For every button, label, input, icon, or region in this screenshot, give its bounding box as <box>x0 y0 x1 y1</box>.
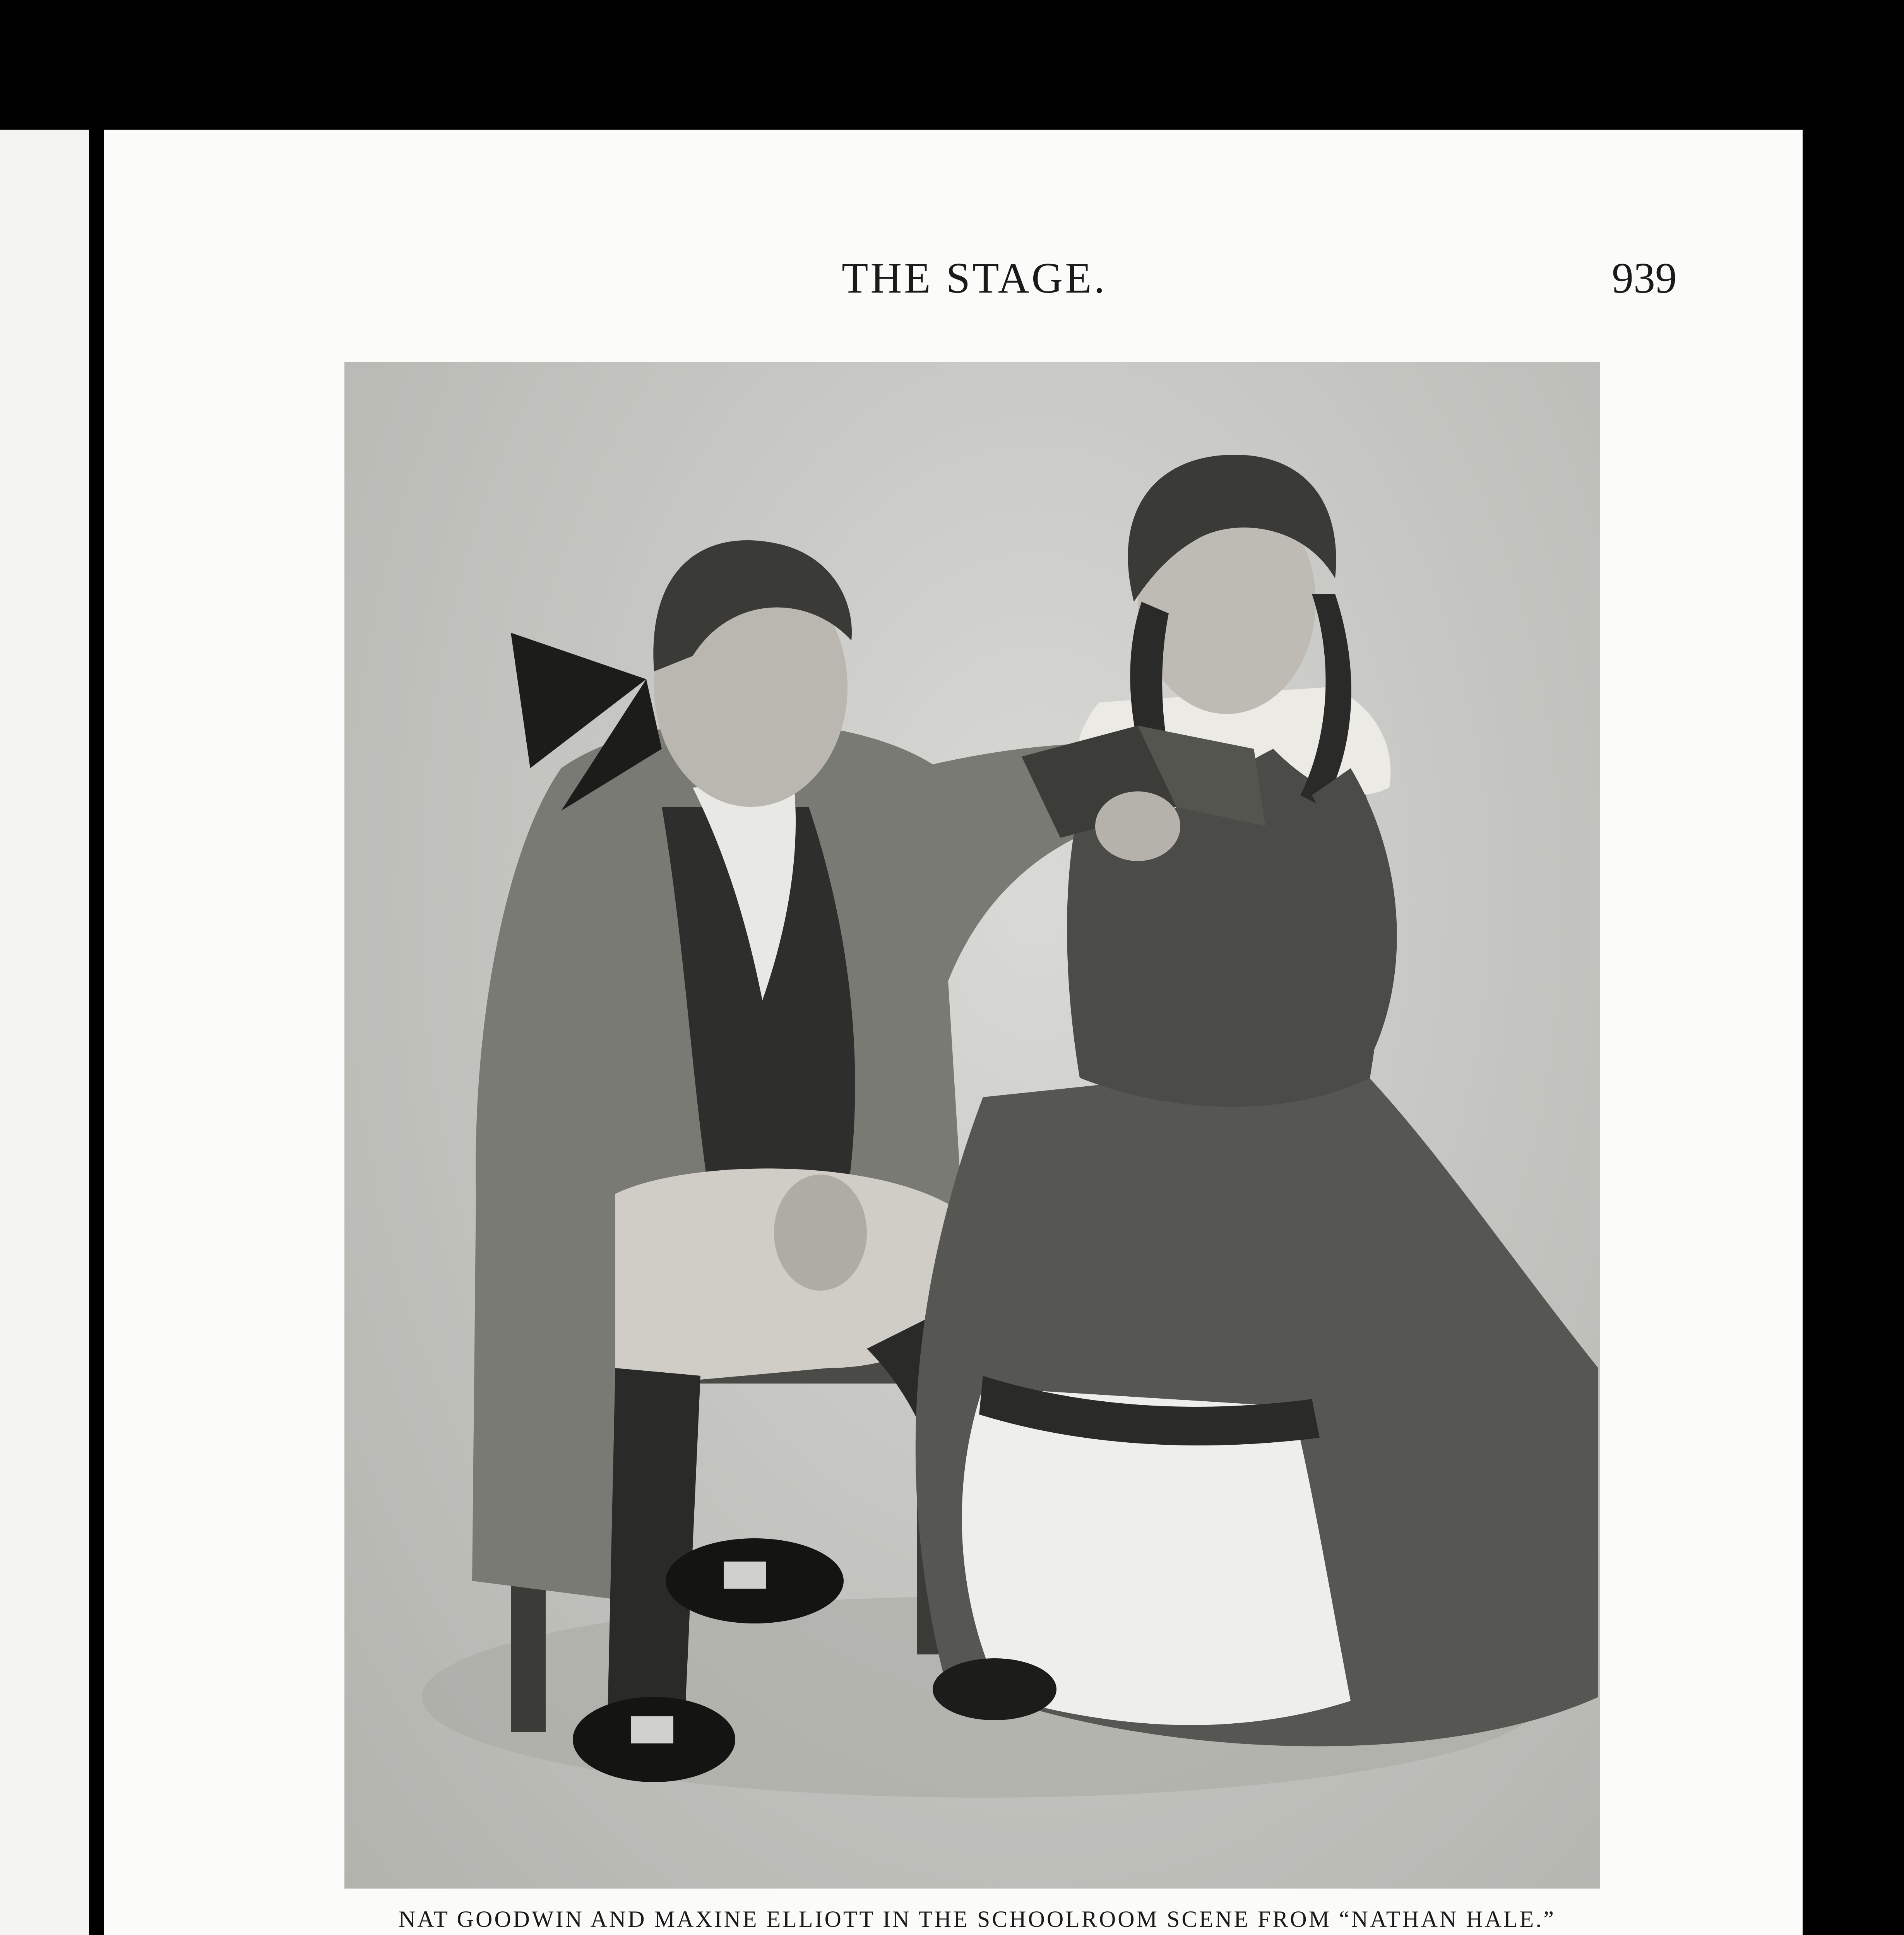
page-number: 939 <box>1612 254 1677 302</box>
running-head: THE STAGE. <box>842 254 1107 302</box>
stage-photograph <box>344 362 1600 1889</box>
facing-page-edge <box>0 130 89 1935</box>
photograph-illustration <box>344 362 1600 1889</box>
photo-caption: NAT GOODWIN AND MAXINE ELLIOTT IN THE SCHOOLROOM SCENE FROM “NATHAN HALE.” <box>399 1906 1556 1932</box>
